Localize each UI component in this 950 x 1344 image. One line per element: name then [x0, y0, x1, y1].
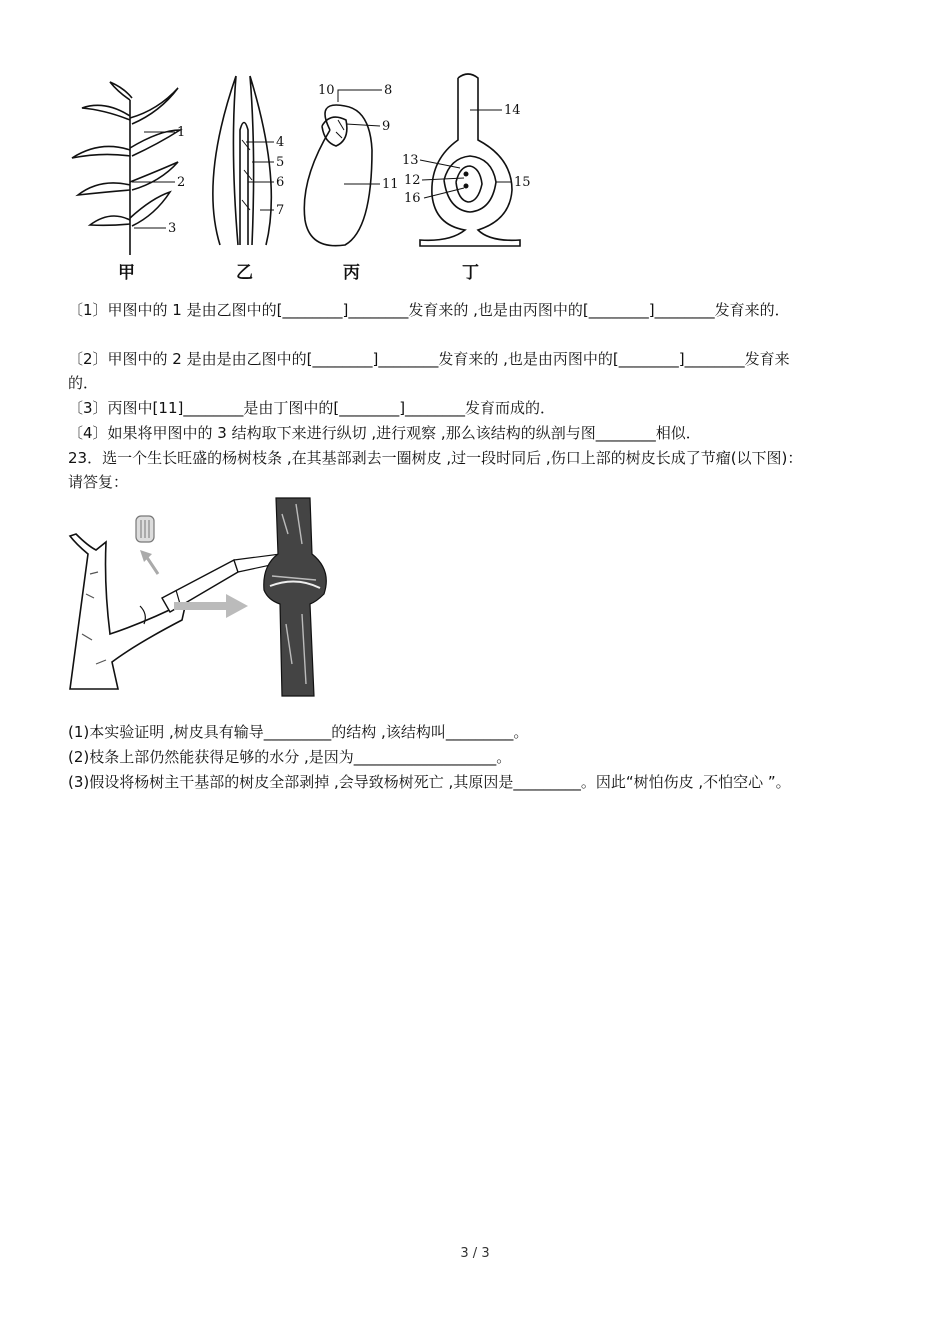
- label-ding-12: 12: [404, 173, 421, 188]
- label-bing-9: 9: [382, 119, 391, 134]
- label-ding-14: 14: [504, 103, 521, 118]
- subquestion-3: (3)假设将杨树主干基部的树皮全部剥掉 ,会导致杨树死亡 ,其原因是_________。因此“树怕伤皮 ,不怕空心 ”。: [68, 773, 791, 791]
- figure-ding: [402, 74, 531, 246]
- question-3: 〔3〕丙图中[11]________是由丁图中的[________]________发育而成的．: [68, 399, 556, 417]
- arrow-up-icon: [140, 550, 158, 574]
- label-bing-10: 10: [318, 83, 335, 98]
- swollen-branch: [264, 498, 327, 696]
- label-yi-4: 4: [276, 135, 285, 150]
- bark-ring-icon: [136, 516, 154, 542]
- figure-bing: [304, 83, 398, 246]
- caption-jia: 甲: [118, 263, 135, 283]
- label-ding-13: 13: [402, 153, 419, 168]
- label-yi-6: 6: [276, 175, 285, 190]
- question-1: 〔1〕甲图中的 1 是由乙图中的[________]________发育来的 ,也是由丙图中的[________]________发育来的．: [68, 301, 790, 319]
- label-jia-2: 2: [177, 175, 186, 190]
- figure-yi: [213, 76, 284, 245]
- question-2-line2: 的．: [68, 374, 99, 392]
- label-ding-16: 16: [404, 191, 421, 206]
- plant-structures-illustration: [60, 70, 540, 285]
- girdling-illustration: [66, 494, 346, 704]
- figure-jia: [72, 82, 185, 255]
- subquestion-2: (2)枝条上部仍然能获得足够的水分 ,是因为___________________。: [68, 748, 512, 766]
- caption-ding: 丁: [462, 263, 479, 283]
- caption-bing: 丙: [343, 263, 360, 283]
- caption-yi: 乙: [236, 263, 253, 283]
- label-ding-15: 15: [514, 175, 531, 190]
- figure-girdling: [66, 494, 346, 704]
- figure-plant-structures: [60, 70, 540, 285]
- label-jia-1: 1: [177, 125, 186, 140]
- label-bing-11: 11: [382, 177, 399, 192]
- question-23-line1: 23．选一个生长旺盛的杨树枝条 ,在其基部剥去一圈树皮 ,过一段时同后 ,伤口上部的树皮长成了节瘤(以下图)：: [68, 449, 803, 467]
- tree-trunk: [70, 534, 296, 689]
- label-jia-3: 3: [168, 221, 177, 236]
- question-4: 〔4〕如果将甲图中的 3 结构取下来进行纵切 ,进行观察 ,那么该结构的纵剖与图________相似．: [68, 424, 701, 442]
- question-2-line1: 〔2〕甲图中的 2 是由是由乙图中的[________]________发育来的 ,也是由丙图中的[________]________发育来: [68, 350, 790, 368]
- label-bing-8: 8: [384, 83, 393, 98]
- label-yi-5: 5: [276, 155, 285, 170]
- page-number: 3 / 3: [460, 1246, 490, 1261]
- question-23-line2: 请答复：: [68, 473, 129, 491]
- subquestion-1: (1)本实验证明 ,树皮具有输导_________的结构 ,该结构叫_________。: [68, 723, 529, 741]
- label-yi-7: 7: [276, 203, 285, 218]
